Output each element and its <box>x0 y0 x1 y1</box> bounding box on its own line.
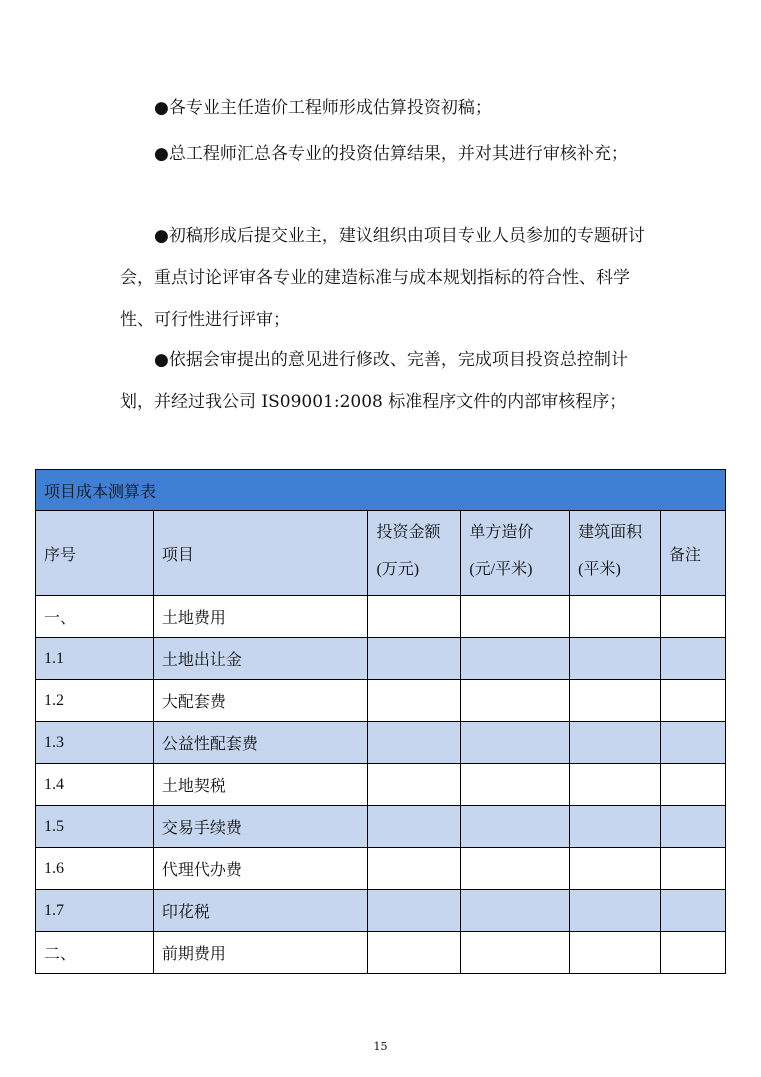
table-row <box>36 638 726 680</box>
row-item: 大配套费 <box>153 680 368 722</box>
table-row <box>36 848 726 890</box>
row-seq: 1.3 <box>36 722 154 764</box>
row-remark-cell <box>661 722 726 764</box>
table-row <box>36 596 726 638</box>
table-title: 项目成本测算表 <box>36 470 726 511</box>
row-unit-cost-cell <box>461 890 570 932</box>
row-seq: 一、 <box>36 596 154 638</box>
paragraph-text: ●初稿形成后提交业主，建议组织由项目专业人员参加的专题研讨会，重点讨论评审各专业的建造标准与成本规划指标的符合性、科学性、可行性进行评审； <box>120 226 645 330</box>
table-title-row <box>36 470 726 511</box>
row-area-cell <box>570 596 661 638</box>
bullet-paragraph-4 <box>120 339 660 423</box>
row-remark-cell <box>661 932 726 974</box>
row-unit-cost-cell <box>461 596 570 638</box>
row-item: 前期费用 <box>153 932 368 974</box>
row-remark-cell <box>661 890 726 932</box>
header-unit-cost-unit: (元/平米) <box>469 561 533 578</box>
row-investment-cell <box>368 848 461 890</box>
paragraph-text: ●各专业主任造价工程师形成估算投资初稿； <box>154 98 492 118</box>
row-remark-cell <box>661 596 726 638</box>
table-row <box>36 890 726 932</box>
row-seq: 二、 <box>36 932 154 974</box>
header-area <box>570 511 661 596</box>
table-row <box>36 722 726 764</box>
row-investment-cell <box>368 722 461 764</box>
row-investment-cell <box>368 932 461 974</box>
row-item: 土地契税 <box>153 764 368 806</box>
header-unit-cost-label: 单方造价 <box>469 522 534 541</box>
row-seq: 1.2 <box>36 680 154 722</box>
row-area-cell <box>570 680 661 722</box>
row-investment-cell <box>368 596 461 638</box>
row-unit-cost-cell <box>461 932 570 974</box>
header-investment-unit: (万元) <box>376 561 420 578</box>
table-header-row <box>36 511 726 596</box>
header-investment-label: 投资金额 <box>376 522 441 541</box>
header-area-unit: (平米) <box>578 561 621 578</box>
row-item: 土地费用 <box>153 596 368 638</box>
row-unit-cost-cell <box>461 680 570 722</box>
bullet-paragraph-3 <box>120 215 660 341</box>
table-row <box>36 680 726 722</box>
header-seq: 序号 <box>36 511 154 596</box>
bullet-paragraph-1 <box>120 87 660 129</box>
row-investment-cell <box>368 890 461 932</box>
header-unit-cost <box>461 511 570 596</box>
row-item: 土地出让金 <box>153 638 368 680</box>
row-investment-cell <box>368 806 461 848</box>
row-unit-cost-cell <box>461 638 570 680</box>
row-item: 代理代办费 <box>153 848 368 890</box>
header-investment <box>368 511 461 596</box>
row-seq: 1.7 <box>36 890 154 932</box>
row-area-cell <box>570 890 661 932</box>
row-remark-cell <box>661 848 726 890</box>
bullet-paragraph-2 <box>120 133 660 175</box>
row-seq: 1.5 <box>36 806 154 848</box>
row-item: 印花税 <box>153 890 368 932</box>
paragraph-text: ●总工程师汇总各专业的投资估算结果，并对其进行审核补充； <box>154 144 628 164</box>
paragraph-text: ●依据会审提出的意见进行修改、完善，完成项目投资总控制计划，并经过我公司 IS09001:2008 标准程序文件的内部审核程序； <box>120 350 628 412</box>
header-remark: 备注 <box>661 511 726 596</box>
row-item: 交易手续费 <box>153 806 368 848</box>
row-unit-cost-cell <box>461 806 570 848</box>
row-seq: 1.4 <box>36 764 154 806</box>
page-number: 15 <box>373 1040 388 1053</box>
table-row <box>36 764 726 806</box>
row-area-cell <box>570 722 661 764</box>
row-investment-cell <box>368 764 461 806</box>
row-unit-cost-cell <box>461 764 570 806</box>
row-remark-cell <box>661 680 726 722</box>
row-investment-cell <box>368 680 461 722</box>
row-remark-cell <box>661 764 726 806</box>
table-row <box>36 806 726 848</box>
row-area-cell <box>570 806 661 848</box>
row-area-cell <box>570 638 661 680</box>
row-seq: 1.6 <box>36 848 154 890</box>
row-remark-cell <box>661 638 726 680</box>
row-area-cell <box>570 932 661 974</box>
row-investment-cell <box>368 638 461 680</box>
row-area-cell <box>570 848 661 890</box>
row-seq: 1.1 <box>36 638 154 680</box>
row-unit-cost-cell <box>461 848 570 890</box>
header-area-label: 建筑面积 <box>578 522 643 541</box>
row-item: 公益性配套费 <box>153 722 368 764</box>
cost-estimate-table <box>35 469 726 974</box>
header-item: 项目 <box>153 511 368 596</box>
row-unit-cost-cell <box>461 722 570 764</box>
row-remark-cell <box>661 806 726 848</box>
table-row <box>36 932 726 974</box>
row-area-cell <box>570 764 661 806</box>
